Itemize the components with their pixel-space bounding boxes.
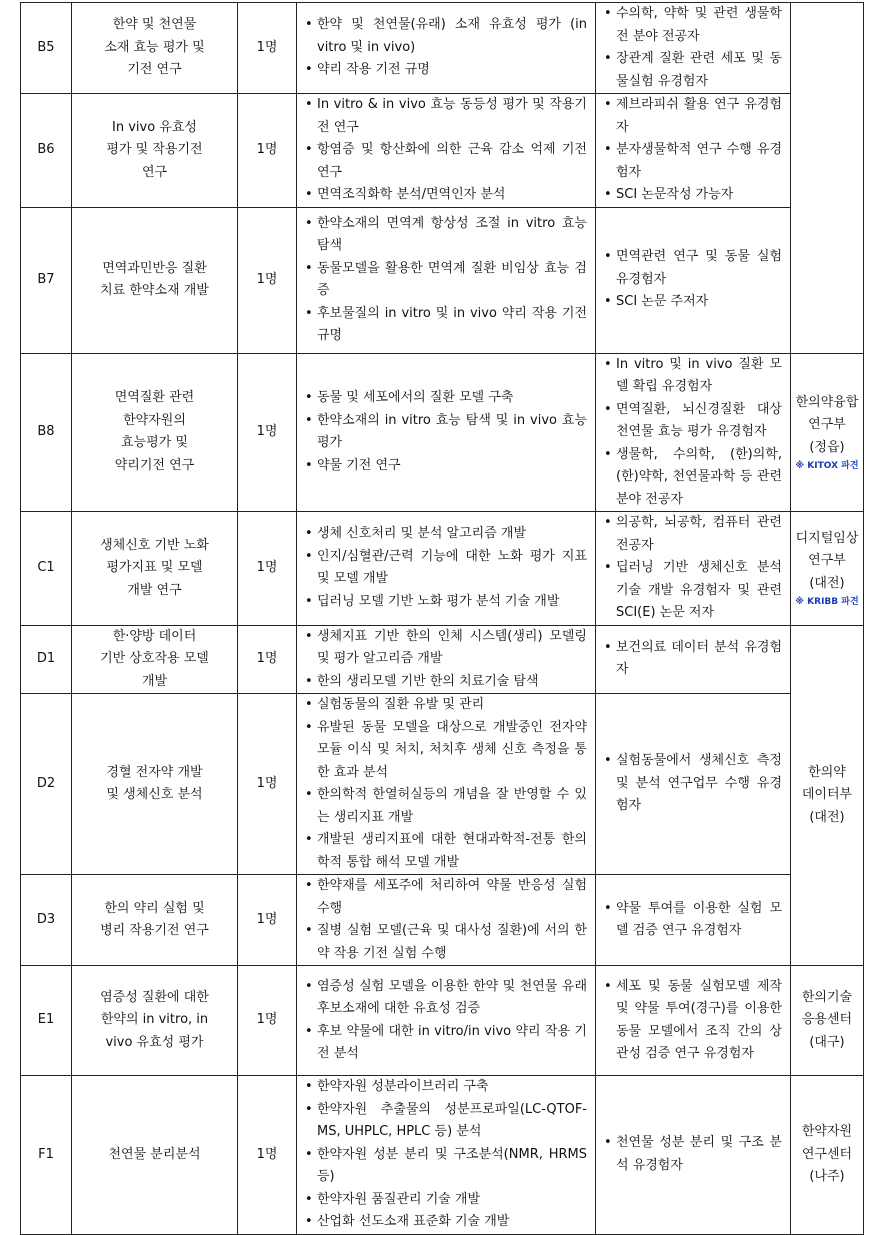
position-code: F1	[21, 1076, 72, 1235]
duties-cell	[297, 207, 596, 353]
qualifications-cell	[596, 3, 791, 94]
dispatch-note: ※ KITOX 파견	[795, 461, 859, 471]
department-cell-empty	[791, 3, 864, 354]
research-field: In vivo 유효성 평가 및 작용기전 연구	[72, 94, 238, 208]
table-row	[21, 353, 864, 512]
qualification-item: • 의공학, 뇌공학, 컴퓨터 관련 전공자	[600, 512, 782, 557]
table-row	[21, 625, 864, 694]
duty-item: • 한의학적 한열허실등의 개념을 잘 반영할 수 있는 생리지표 개발	[301, 784, 587, 829]
duty-item: • 딥러닝 모델 기반 노화 평가 분석 기술 개발	[301, 591, 587, 614]
department-cell: 한의약 데이터부 (대전)	[791, 625, 864, 966]
position-code: B6	[21, 94, 72, 208]
duty-item: • 인지/심혈관/근력 기능에 대한 노화 평가 지표 및 모델 개발	[301, 546, 587, 591]
position-code: B7	[21, 207, 72, 353]
duty-item: • 한약소재의 면역계 항상성 조절 in vitro 효능 탐색	[301, 213, 587, 258]
duty-item: • 항염증 및 항산화에 의한 근육 감소 억제 기전 연구	[301, 139, 587, 184]
duties-cell	[297, 1076, 596, 1235]
duty-item: • 후보물질의 in vitro 및 in vivo 약리 작용 기전 규명	[301, 303, 587, 348]
qualification-item: • 약물 투여를 이용한 실험 모델 검증 연구 유경험자	[600, 898, 782, 943]
qualification-item: • 생물학, 수의학, (한)의학, (한)약학, 천연물과학 등 관련 분야 전공자	[600, 444, 782, 512]
qualification-item: • 제브라피쉬 활용 연구 유경험자	[600, 94, 782, 139]
qualifications-cell	[596, 94, 791, 208]
headcount: 1명	[238, 512, 297, 626]
headcount: 1명	[238, 1076, 297, 1235]
duty-item: • 실험동물의 질환 유발 및 관리	[301, 694, 587, 717]
qualifications-cell	[596, 207, 791, 353]
duties-cell	[297, 3, 596, 94]
qualification-item: • 면역관련 연구 및 동물 실험 유경험자	[600, 246, 782, 291]
duties-cell	[297, 353, 596, 512]
duties-cell	[297, 694, 596, 875]
position-code: B8	[21, 353, 72, 512]
duty-item: • 한의 생리모델 기반 한의 치료기술 탐색	[301, 671, 587, 694]
table-row	[21, 3, 864, 94]
research-field: 한약 및 천연물 소재 효능 평가 및 기전 연구	[72, 3, 238, 94]
qualification-item: • 장관계 질환 관련 세포 및 동물실험 유경험자	[600, 48, 782, 93]
table-row	[21, 94, 864, 208]
department-cell: 한약자원 연구센터 (나주)	[791, 1076, 864, 1235]
headcount: 1명	[238, 207, 297, 353]
qualification-item: • 천연물 성분 분리 및 구조 분석 유경험자	[600, 1132, 782, 1177]
position-code: B5	[21, 3, 72, 94]
headcount: 1명	[238, 694, 297, 875]
qualifications-cell	[596, 353, 791, 512]
qualification-item: • 세포 및 동물 실험모델 제작 및 약물 투여(경구)를 이용한 동물 모델에서 조직 간의 상관성 검증 연구 유경험자	[600, 976, 782, 1066]
department-cell: 디지털임상 연구부 (대전) ※ KRIBB 파견	[791, 512, 864, 626]
table-row	[21, 207, 864, 353]
qualification-item: • 수의학, 약학 및 관련 생물학 전 분야 전공자	[600, 3, 782, 48]
duty-item: • 질병 실험 모델(근육 및 대사성 질환)에 서의 한약 작용 기전 실험 수행	[301, 920, 587, 965]
position-code: E1	[21, 966, 72, 1076]
table-row	[21, 966, 864, 1076]
research-field: 면역질환 관련 한약자원의 효능평가 및 약리기전 연구	[72, 353, 238, 512]
qualification-item: • In vitro 및 in vivo 질환 모델 확립 유경험자	[600, 354, 782, 399]
headcount: 1명	[238, 875, 297, 966]
dispatch-note: ※ KRIBB 파견	[795, 597, 859, 607]
duty-item: • 약물 기전 연구	[301, 455, 587, 478]
duty-item: • 한약자원 성분라이브러리 구축	[301, 1076, 587, 1099]
qualification-item: • 실험동물에서 생체신호 측정 및 분석 연구업무 수행 유경험자	[600, 750, 782, 818]
qualification-item: • SCI 논문 주저자	[600, 291, 782, 314]
position-code: D1	[21, 625, 72, 694]
research-field: 천연물 분리분석	[72, 1076, 238, 1235]
qualifications-cell	[596, 1076, 791, 1235]
qualifications-cell	[596, 875, 791, 966]
qualification-item: • SCI 논문작성 가능자	[600, 184, 782, 207]
department-cell: 한의기술 응용센터 (대구)	[791, 966, 864, 1076]
qualifications-cell	[596, 694, 791, 875]
duty-item: • 유발된 동물 모델을 대상으로 개발중인 전자약 모듈 이식 및 처치, 처치후 생체 신호 측정을 통한 효과 분석	[301, 717, 587, 785]
duty-item: • 산업화 선도소재 표준화 기술 개발	[301, 1211, 587, 1234]
headcount: 1명	[238, 3, 297, 94]
recruitment-table	[20, 2, 864, 1235]
position-code: D2	[21, 694, 72, 875]
duty-item: • 한약자원 성분 분리 및 구조분석(NMR, HRMS 등)	[301, 1144, 587, 1189]
research-field: 경혈 전자약 개발 및 생체신호 분석	[72, 694, 238, 875]
duty-item: • In vitro & in vivo 효능 동등성 평가 및 작용기전 연구	[301, 94, 587, 139]
duty-item: • 동물모델을 활용한 면역계 질환 비임상 효능 검증	[301, 258, 587, 303]
position-code: D3	[21, 875, 72, 966]
qualifications-cell	[596, 966, 791, 1076]
duty-item: • 약리 작용 기전 규명	[301, 59, 587, 82]
headcount: 1명	[238, 625, 297, 694]
duty-item: • 후보 약물에 대한 in vitro/in vivo 약리 작용 기전 분석	[301, 1021, 587, 1066]
table-row	[21, 694, 864, 875]
duty-item: • 한약재를 세포주에 처리하여 약물 반응성 실험 수행	[301, 875, 587, 920]
duty-item: • 한약소재의 in vitro 효능 탐색 및 in vivo 효능 평가	[301, 410, 587, 455]
duties-cell	[297, 94, 596, 208]
duty-item: • 개발된 생리지표에 대한 현대과학적-전통 한의학적 통합 해석 모델 개발	[301, 829, 587, 874]
duty-item: • 한약자원 추출물의 성분프로파일(LC-QTOF-MS, UHPLC, HPLC 등) 분석	[301, 1099, 587, 1144]
research-field: 생체신호 기반 노화 평가지표 및 모델 개발 연구	[72, 512, 238, 626]
research-field: 한·양방 데이터 기반 상호작용 모델 개발	[72, 625, 238, 694]
duties-cell	[297, 875, 596, 966]
duty-item: • 생체 신호처리 및 분석 알고리즘 개발	[301, 523, 587, 546]
duties-cell	[297, 966, 596, 1076]
duty-item: • 동물 및 세포에서의 질환 모델 구축	[301, 387, 587, 410]
duty-item: • 한약자원 품질관리 기술 개발	[301, 1189, 587, 1212]
duty-item: • 염증성 실험 모델을 이용한 한약 및 천연물 유래 후보소재에 대한 유효성 검증	[301, 976, 587, 1021]
headcount: 1명	[238, 94, 297, 208]
duty-item: • 면역조직화학 분석/면역인자 분석	[301, 184, 587, 207]
qualification-item: • 딥러닝 기반 생체신호 분석 기술 개발 유경험자 및 관련 SCI(E) 논문 저자	[600, 557, 782, 625]
qualification-item: • 보건의료 데이터 분석 유경험자	[600, 637, 782, 682]
duty-item: • 생체지표 기반 한의 인체 시스템(생리) 모델링 및 평가 알고리즘 개발	[301, 626, 587, 671]
research-field: 한의 약리 실험 및 병리 작용기전 연구	[72, 875, 238, 966]
table-row	[21, 875, 864, 966]
duties-cell	[297, 625, 596, 694]
table-row	[21, 1076, 864, 1235]
research-field: 염증성 질환에 대한 한약의 in vitro, in vivo 유효성 평가	[72, 966, 238, 1076]
qualification-item: • 분자생물학적 연구 수행 유경험자	[600, 139, 782, 184]
duty-item: • 한약 및 천연물(유래) 소재 유효성 평가 (in vitro 및 in vivo)	[301, 14, 587, 59]
headcount: 1명	[238, 966, 297, 1076]
table-row	[21, 512, 864, 626]
headcount: 1명	[238, 353, 297, 512]
research-field: 면역과민반응 질환 치료 한약소재 개발	[72, 207, 238, 353]
qualifications-cell	[596, 512, 791, 626]
duties-cell	[297, 512, 596, 626]
qualification-item: • 면역질환, 뇌신경질환 대상 천연물 효능 평가 유경험자	[600, 399, 782, 444]
qualifications-cell	[596, 625, 791, 694]
department-cell: 한의약융합 연구부 (정읍) ※ KITOX 파견	[791, 353, 864, 512]
position-code: C1	[21, 512, 72, 626]
